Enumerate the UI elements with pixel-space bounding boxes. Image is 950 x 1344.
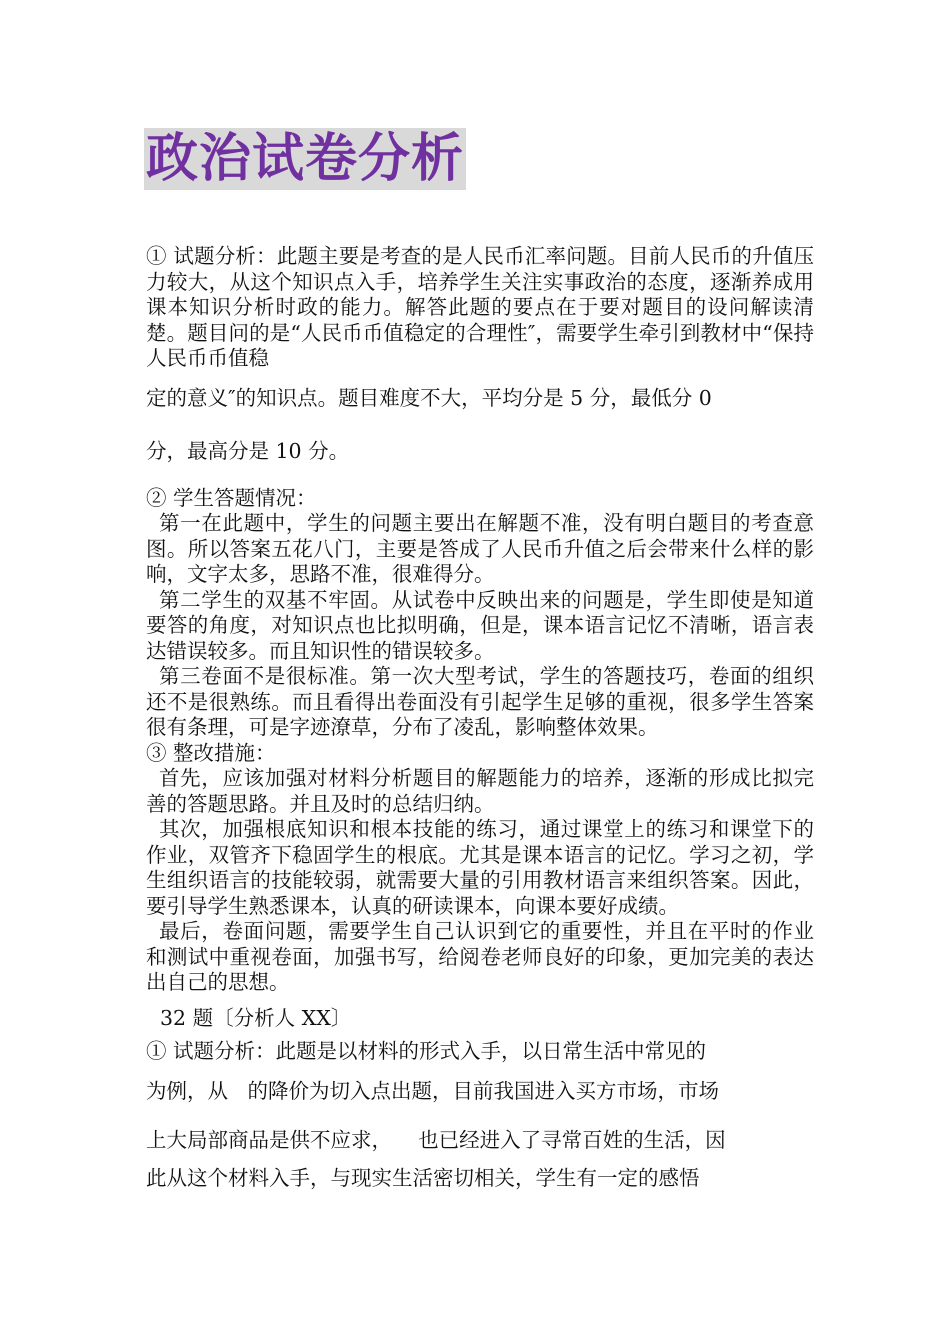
section2-heading: ② 学生答题情况： — [146, 485, 317, 510]
section3-heading: ③ 整改措施： — [146, 740, 276, 765]
question-32-heading: 32 题〔分析人 XX〕 — [160, 1005, 352, 1030]
section3-paragraph-2: 其次，加强根底知识和根本技能的练习，通过课堂上的练习和课堂下的作业，双管齐下稳固学生的根底。尤其是课本语言的记忆。学习之初，学生组织语言的技能较弱，就需要大量的引用教材语言来组织答案。因此，要引导学生熟悉课本，认真的研读课本，向课本要好成绩。 — [146, 817, 814, 918]
document-body — [146, 244, 814, 1191]
question-32-analysis-line-4: 此从这个材料入手，与现实生活密切相关，学生有一定的感悟 — [146, 1165, 700, 1190]
page-title: 政治试卷分析 — [146, 129, 465, 189]
question-32-analysis-line-3: 上大局部商品是供不应求， 也已经进入了寻常百姓的生活，因 — [146, 1128, 726, 1152]
section2-paragraph-1: 第一在此题中，学生的问题主要出在解题不准，没有明白题目的考查意图。所以答案五花八门，主要是答成了人民币升值之后会带来什么样的影响，文字太多，思路不准，很难得分。 — [146, 511, 814, 586]
section3-paragraph-1: 首先，应该加强对材料分析题目的解题能力的培养，逐渐的形成比拟完善的答题思路。并且及时的总结归纳。 — [146, 766, 814, 816]
section2-paragraph-3: 第三卷面不是很标准。第一次大型考试，学生的答题技巧，卷面的组织还不是很熟练。而且看得出卷面没有引起学生足够的重视，很多学生答案很有条理，可是字迹潦草，分布了凌乱，影响整体效果。 — [146, 664, 814, 739]
section1-analysis-tail-line: 定的意义″的知识点。题目难度不大，平均分是 5 分，最低分 0 — [146, 385, 712, 410]
title-block — [144, 128, 466, 190]
question-32-analysis-line-1: ① 试题分析：此题是以材料的形式入手，以日常生活中常见的 — [146, 1039, 707, 1063]
section1-analysis-tail-line-2: 分，最高分是 10 分。 — [146, 438, 350, 463]
section2-paragraph-2: 第二学生的双基不牢固。从试卷中反映出来的问题是，学生即使是知道要答的角度，对知识点也比拟明确，但是，课本语言记忆不清晰，语言表达错误较多。而且知识性的错误较多。 — [146, 587, 814, 663]
question-32-analysis-line-2: 为例，从 的降价为切入点出题，目前我国进入买方市场，市场 — [146, 1078, 720, 1103]
section1-analysis-paragraph: ① 试题分析：此题主要是考查的是人民币汇率问题。目前人民币的升值压力较大，从这个知识点入手，培养学生关注实事政治的态度，逐渐养成用课本知识分析时政的能力。解答此题的要点在于要对题目的设问解读清楚。题目问的是“人民币币值稳定的合理性″，需要学生牵引到教材中“保持人民币币值稳 — [146, 244, 814, 370]
section3-paragraph-3: 最后，卷面问题，需要学生自己认识到它的重要性，并且在平时的作业和测试中重视卷面，加强书写，给阅卷老师良好的印象，更加完美的表达出自己的思想。 — [146, 919, 814, 994]
